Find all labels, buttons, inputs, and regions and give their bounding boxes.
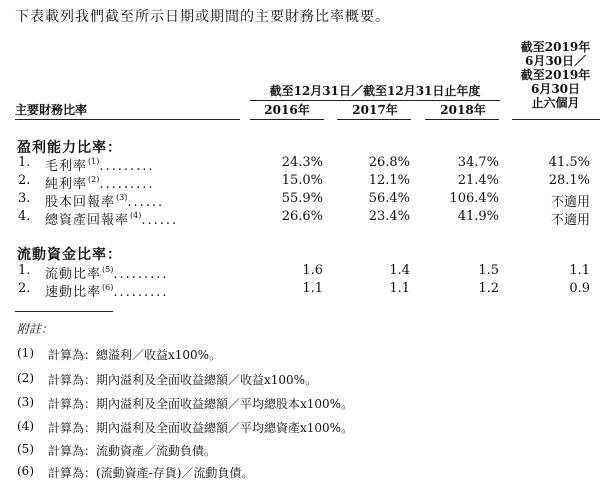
intro-text: 下表載列我們截至所示日期或期間的主要財務比率概要。 [15,9,390,25]
value-2016: 55.9% [281,191,323,206]
year-rule-2018 [425,119,499,120]
leader-dots: ......... [113,285,169,300]
note-number: (2) [17,371,34,385]
value-2016: 24.3% [281,155,323,170]
value-2017: 1.1 [389,281,410,296]
note-number: (6) [17,464,34,478]
interim-header-line: 6月30日／ [524,54,587,68]
row-label [45,281,169,300]
row-number: 2. [18,173,31,188]
value-interim: 1.1 [569,263,590,278]
footnote-ref: (5) [102,265,114,274]
note-text: 計算為：總溢利／收益x100%。 [48,348,222,362]
value-interim: 28.1% [548,173,590,188]
row-label-text: 總資產回報率 [45,213,130,228]
row-number: 2. [18,281,31,296]
interim-rule [512,119,600,120]
row-label-text: 股本回報率 [45,195,116,210]
value-2018: 106.4% [449,191,499,206]
value-2018: 1.5 [478,263,499,278]
leader-dots: ......... [99,159,155,174]
row-number: 3. [18,191,31,206]
row-label-header: 主要財務比率 [15,103,88,117]
period-group-rule [250,100,500,101]
value-interim: 不適用 [550,213,590,228]
value-2018: 21.4% [457,173,499,188]
value-2018: 34.7% [457,155,499,170]
note-text: 計算為：(流動資產-存貨)／流動負債。 [48,466,254,480]
row-label-text: 毛利率 [45,159,88,174]
note-number: (3) [17,395,34,409]
value-2016: 1.6 [302,263,323,278]
leader-dots: ...... [141,213,179,228]
notes-title: 附註： [17,322,54,336]
footnote-ref: (6) [102,283,114,292]
value-interim: 不適用 [550,195,590,210]
row-label [45,191,164,210]
note-text: 計算為：期內溢利及全面收益總額／收益x100%。 [48,373,318,387]
row-label-text: 速動比率 [45,285,102,300]
note-text: 計算為：期內溢利及全面收益總額／平均總股本x100%。 [48,397,354,411]
note-number: (5) [17,442,34,456]
row-label [45,263,169,282]
interim-header-line: 截至2019年 [520,40,591,54]
row-number: 1. [18,155,31,170]
value-2016: 1.1 [302,281,323,296]
footnote-ref: (4) [130,211,142,220]
row-number: 1. [18,263,31,278]
row-label [45,209,178,228]
year-rule-2017 [337,119,411,120]
note-text: 計算為：流動資產／流動負債。 [48,444,217,458]
row-label [45,155,155,174]
row-label-rule [15,119,240,120]
year-header-2017: 2017年 [352,103,398,117]
footnote-ref: (1) [88,157,100,166]
interim-header-line: 截至2019年 [520,68,591,82]
footnote-ref: (3) [116,193,128,202]
footnote-ref: (2) [88,175,100,184]
value-interim: 41.5% [548,155,590,170]
value-interim: 0.9 [569,281,590,296]
note-number: (4) [17,419,34,433]
section-title-liquidity: 流動資金比率： [17,247,122,263]
leader-dots: ......... [113,267,169,282]
year-header-2016: 2016年 [264,103,310,117]
value-2018: 1.2 [478,281,499,296]
note-text: 計算為：期內溢利及全面收益總額／平均總資產x100%。 [48,421,354,435]
row-label-text: 純利率 [45,177,88,192]
notes-divider [15,311,113,312]
row-label [45,173,155,192]
value-2017: 1.4 [389,263,410,278]
period-group-header: 截至12月31日／截至12月31日止年度 [269,84,481,98]
section-title-profitability: 盈利能力比率： [17,140,122,156]
row-label-text: 流動比率 [45,267,102,282]
interim-column-header [508,40,603,110]
value-2016: 15.0% [281,173,323,188]
leader-dots: ...... [127,195,165,210]
value-2018: 41.9% [457,209,499,224]
value-2017: 56.4% [368,191,410,206]
value-2017: 26.8% [368,155,410,170]
year-header-2018: 2018年 [440,103,486,117]
value-2017: 12.1% [368,173,410,188]
note-number: (1) [17,346,34,360]
value-2017: 23.4% [368,209,410,224]
value-2016: 26.6% [281,209,323,224]
year-rule-2016 [250,119,324,120]
interim-header-line: 止六個月 [531,96,580,110]
interim-header-line: 6月30日 [530,82,581,96]
leader-dots: ......... [99,177,155,192]
row-number: 4. [18,209,31,224]
